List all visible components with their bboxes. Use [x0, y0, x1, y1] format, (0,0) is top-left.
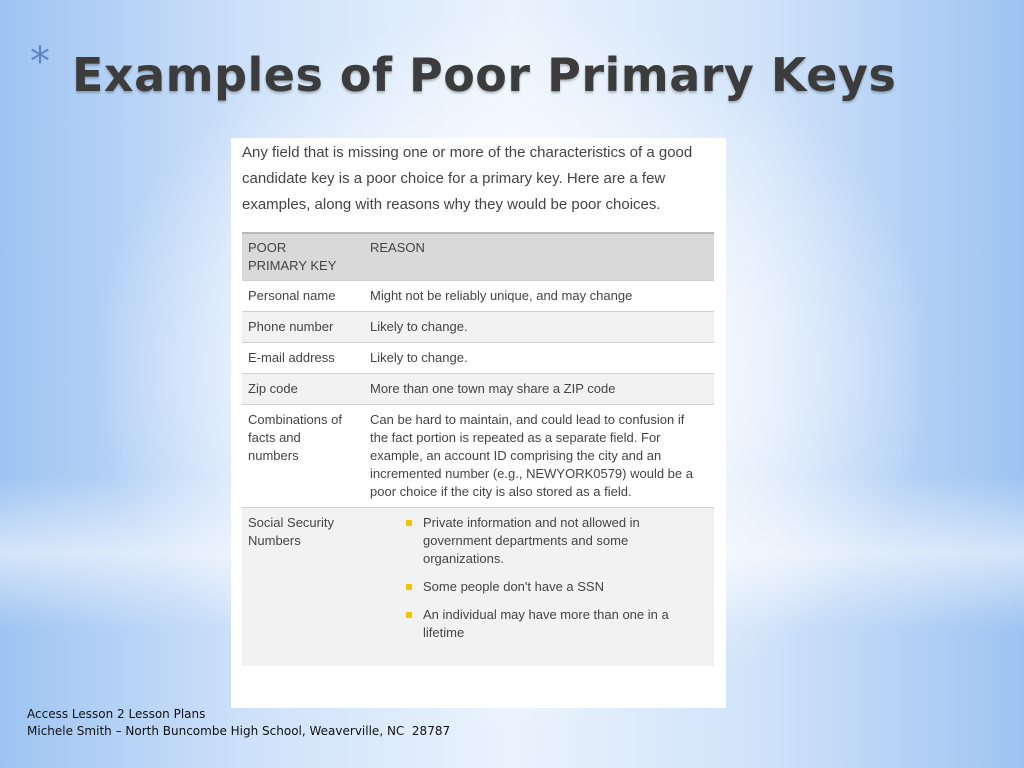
list-item: [406, 578, 708, 596]
reason-cell: Likely to change.: [364, 343, 714, 374]
table-row: [242, 343, 714, 374]
header-reason: REASON: [364, 233, 714, 281]
table-row: [242, 312, 714, 343]
poor-keys-table: [242, 232, 714, 666]
table-row: [242, 508, 714, 667]
table-row: [242, 405, 714, 508]
reason-cell: More than one town may share a ZIP code: [364, 374, 714, 405]
header-poor-primary-key: POOR PRIMARY KEY: [242, 233, 364, 281]
reason-bullet-list: [370, 514, 708, 642]
slide-title: Examples of Poor Primary Keys: [72, 48, 897, 102]
reason-cell: Can be hard to maintain, and could lead to confusion if the fact portion is repeated as a separate field. For example, an account ID comprising the city and an incremented number (e.g., NEWYORK0579) would be a poor choice if the city is also stored as a field.: [364, 405, 714, 508]
content-image-panel: [231, 138, 726, 708]
slide-footer: [27, 706, 450, 740]
list-item: [406, 514, 708, 568]
square-bullet-icon: [406, 520, 412, 526]
table-row: [242, 281, 714, 312]
list-item-text: Some people don't have a SSN: [423, 579, 604, 594]
list-item-text: An individual may have more than one in a lifetime: [423, 607, 669, 640]
reason-cell: Might not be reliably unique, and may change: [364, 281, 714, 312]
footer-line-1: Access Lesson 2 Lesson Plans: [27, 707, 206, 721]
key-cell: Zip code: [242, 374, 364, 405]
table-header-row: [242, 233, 714, 281]
list-item: [406, 606, 708, 642]
key-cell: Social Security Numbers: [242, 508, 364, 667]
key-cell: E-mail address: [242, 343, 364, 374]
intro-paragraph: Any field that is missing one or more of the characteristics of a good candidate key is a poor choice for a primary key. Here are a few examples, along with reasons why they would be poor choices.: [242, 144, 693, 213]
key-cell: Personal name: [242, 281, 364, 312]
reason-cell: [364, 508, 714, 667]
square-bullet-icon: [406, 584, 412, 590]
table-row: [242, 374, 714, 405]
footer-line-2: Michele Smith – North Buncombe High School, Weaverville, NC 28787: [27, 724, 451, 738]
square-bullet-icon: [406, 612, 412, 618]
key-cell: Combinations of facts and numbers: [242, 405, 364, 508]
key-cell: Phone number: [242, 312, 364, 343]
reason-cell: Likely to change.: [364, 312, 714, 343]
title-bullet-icon: *: [30, 39, 50, 85]
list-item-text: Private information and not allowed in government departments and some organizations.: [423, 515, 640, 566]
title-row: [30, 40, 896, 120]
